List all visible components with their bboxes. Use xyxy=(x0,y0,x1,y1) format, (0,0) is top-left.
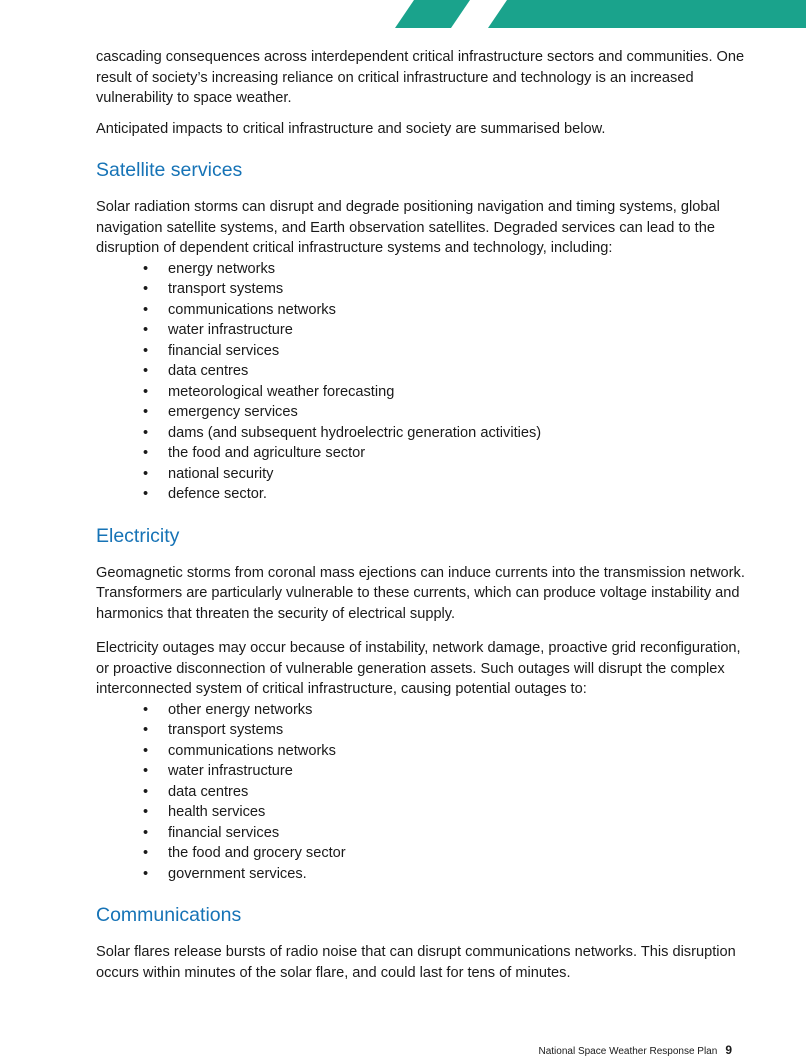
electricity-heading: Electricity xyxy=(96,524,180,547)
electricity-paragraph-2: Electricity outages may occur because of instability, network damage, proactive grid reconfiguration, or proactive disconnection of vulnerable generation assets. Such outages will disrupt the complex interconnected system of critical infrastructure, causing potential outages to: xyxy=(96,640,741,697)
document-body xyxy=(96,47,746,983)
bullet-icon: • xyxy=(143,363,149,379)
list-item xyxy=(96,782,746,803)
intro-summary-paragraph: Anticipated impacts to critical infrastructure and society are summarised below. xyxy=(96,120,606,137)
list-item-text: data centres xyxy=(168,363,249,379)
list-item-text: meteorological weather forecasting xyxy=(168,383,395,400)
header-decoration-right xyxy=(488,0,806,28)
list-item-text: financial services xyxy=(168,342,280,359)
list-item xyxy=(96,341,746,362)
list-item xyxy=(96,802,746,823)
page-footer xyxy=(538,1043,732,1059)
bullet-icon: • xyxy=(143,301,149,318)
list-item xyxy=(96,700,746,721)
satellite-services-paragraph: Solar radiation storms can disrupt and degrade positioning navigation and timing systems, global navigation satellite systems, and Earth observation satellites. Degraded services can lead to the disruption of dependent critical infrastructure systems and technology, including: xyxy=(96,199,720,256)
bullet-icon: • xyxy=(143,465,149,482)
list-item xyxy=(96,279,746,300)
communications-heading: Communications xyxy=(96,904,242,926)
bullet-icon: • xyxy=(143,424,149,441)
list-item xyxy=(96,823,746,844)
bullet-icon: • xyxy=(143,804,149,820)
bullet-icon: • xyxy=(143,845,149,861)
header-decoration-left xyxy=(395,0,470,28)
list-item xyxy=(96,864,746,885)
bullet-icon: • xyxy=(143,404,149,420)
bullet-icon: • xyxy=(143,383,149,400)
list-item-text: communications networks xyxy=(168,301,336,318)
list-item-text: government services. xyxy=(168,865,307,882)
bullet-icon: • xyxy=(143,260,149,277)
list-item xyxy=(96,720,746,741)
list-item xyxy=(96,320,746,341)
list-item-text: national security xyxy=(168,465,274,482)
list-item xyxy=(96,741,746,762)
bullet-icon: • xyxy=(143,722,149,738)
satellite-services-heading: Satellite services xyxy=(96,159,243,181)
list-item xyxy=(96,361,746,382)
bullet-icon: • xyxy=(143,281,149,297)
list-item xyxy=(96,443,746,464)
list-item-text: emergency services xyxy=(168,404,298,420)
list-item-text: water infrastructure xyxy=(168,763,293,779)
bullet-icon: • xyxy=(143,763,149,779)
bullet-icon: • xyxy=(143,865,149,882)
list-item xyxy=(96,382,746,403)
list-item-text: financial services xyxy=(168,824,280,841)
bullet-icon: • xyxy=(143,322,149,338)
list-item-text: transport systems xyxy=(168,722,284,738)
list-item xyxy=(96,761,746,782)
intro-continuation-paragraph: cascading consequences across interdependent critical infrastructure sectors and communities. One result of society’s increasing reliance on critical infrastructure and technology is an increased vulnerability to space weather. xyxy=(96,49,745,106)
electricity-impacts-list xyxy=(96,700,746,885)
list-item-text: energy networks xyxy=(168,260,276,277)
bullet-icon: • xyxy=(143,742,149,759)
list-item xyxy=(96,259,746,280)
list-item xyxy=(96,402,746,423)
list-item xyxy=(96,843,746,864)
list-item-text: water infrastructure xyxy=(168,322,293,338)
list-item-text: communications networks xyxy=(168,742,336,759)
electricity-paragraph-1: Geomagnetic storms from coronal mass ejections can induce currents into the transmission network. Transformers are particularly vulnerable to these currents, which can produce voltage instability and harmonics that threaten the security of electrical supply. xyxy=(96,564,745,622)
list-item-text: the food and grocery sector xyxy=(168,845,346,861)
list-item xyxy=(96,423,746,444)
bullet-icon: • xyxy=(143,342,149,359)
list-item xyxy=(96,484,746,505)
list-item-text: data centres xyxy=(168,783,249,800)
list-item-text: the food and agriculture sector xyxy=(168,445,366,461)
satellite-impacts-list xyxy=(96,259,746,505)
list-item-text: defence sector. xyxy=(168,486,267,502)
list-item-text: other energy networks xyxy=(168,701,313,718)
list-item xyxy=(96,300,746,321)
bullet-icon: • xyxy=(143,445,149,461)
bullet-icon: • xyxy=(143,486,149,502)
page-number: 9 xyxy=(725,1043,732,1057)
footer-document-title: National Space Weather Response Plan xyxy=(538,1046,718,1057)
communications-paragraph: Solar flares release bursts of radio noise that can disrupt communications networks. This disruption occurs within minutes of the solar flare, and could last for tens of minutes. xyxy=(96,944,736,981)
bullet-icon: • xyxy=(143,701,149,718)
bullet-icon: • xyxy=(143,783,149,800)
bullet-icon: • xyxy=(143,824,149,841)
list-item-text: transport systems xyxy=(168,281,284,297)
list-item-text: health services xyxy=(168,804,266,820)
list-item xyxy=(96,464,746,485)
list-item-text: dams (and subsequent hydroelectric generation activities) xyxy=(168,424,542,441)
